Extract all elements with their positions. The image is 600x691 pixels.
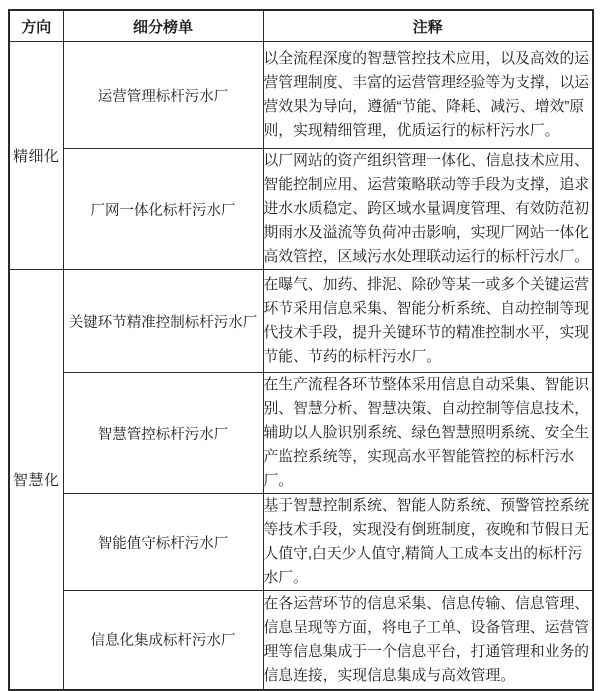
header-sublist: 细分榜单 (63, 10, 263, 42)
header-direction: 方向 (9, 10, 63, 42)
benchmark-table (8, 9, 594, 691)
table-row (9, 149, 593, 270)
note-cell-plant-network-integration: 以厂网站的资产组织管理一体化、信息技术应用、智能控制应用、运营策略联动等手段为支撑，追求进水水质稳定、跨区域水量调度管理、有效防范初期雨水及溢流等负荷冲击影响，实现厂网站一体化高效管控，区域污水处理联动运行的标杆污水厂。 (263, 149, 593, 270)
note-cell-information-integration: 在各运营环节的信息采集、信息传输、信息管理、信息呈现等方面，将电子工单、设备管理、运营管理等信息集成于一个信息平台，打通管理和业务的信息连接，实现信息集成与高效管理。 (263, 591, 593, 690)
table-row (9, 270, 593, 373)
list-cell-key-process-control: 关键环节精准控制标杆污水厂 (63, 270, 263, 373)
note-cell-key-process-control: 在曝气、加药、排泥、除砂等某一或多个关键运营环节采用信息采集、智能分析系统、自动控制等现代技术手段，提升关键环节的精准控制水平，实现节能、节药的标杆污水厂。 (263, 270, 593, 373)
list-cell-operation-management: 运营管理标杆污水厂 (63, 42, 263, 149)
table-row (9, 494, 593, 591)
header-note: 注释 (263, 10, 593, 42)
list-cell-plant-network-integration: 厂网一体化标杆污水厂 (63, 149, 263, 270)
table-row (9, 591, 593, 690)
direction-cell-smart: 智慧化 (9, 270, 63, 690)
header-row (9, 10, 593, 42)
list-cell-smart-duty: 智能值守标杆污水厂 (63, 494, 263, 591)
note-cell-smart-management: 在生产流程各环节整体采用信息自动采集、智能识别、智慧分析、智慧决策、自动控制等信息技术，辅助以人脸识别系统、绿色智慧照明系统、安全生产监控系统等，实现高水平智能管控的标杆污水厂。 (263, 373, 593, 494)
list-cell-smart-management: 智慧管控标杆污水厂 (63, 373, 263, 494)
list-cell-information-integration: 信息化集成标杆污水厂 (63, 591, 263, 690)
note-cell-operation-management: 以全流程深度的智慧管控技术应用，以及高效的运营管理制度、丰富的运营管理经验等为支撑，以运营效果为导向，遵循“节能、降耗、减污、增效”原则，实现精细管理，优质运行的标杆污水厂。 (263, 42, 593, 149)
table-row (9, 373, 593, 494)
note-cell-smart-duty: 基于智慧控制系统、智能人防系统、预警管控系统等技术手段，实现没有倒班制度，夜晚和节假日无人值守,白天少人值守,精简人工成本支出的标杆污水厂。 (263, 494, 593, 591)
direction-cell-refinement: 精细化 (9, 42, 63, 270)
table-row (9, 42, 593, 149)
